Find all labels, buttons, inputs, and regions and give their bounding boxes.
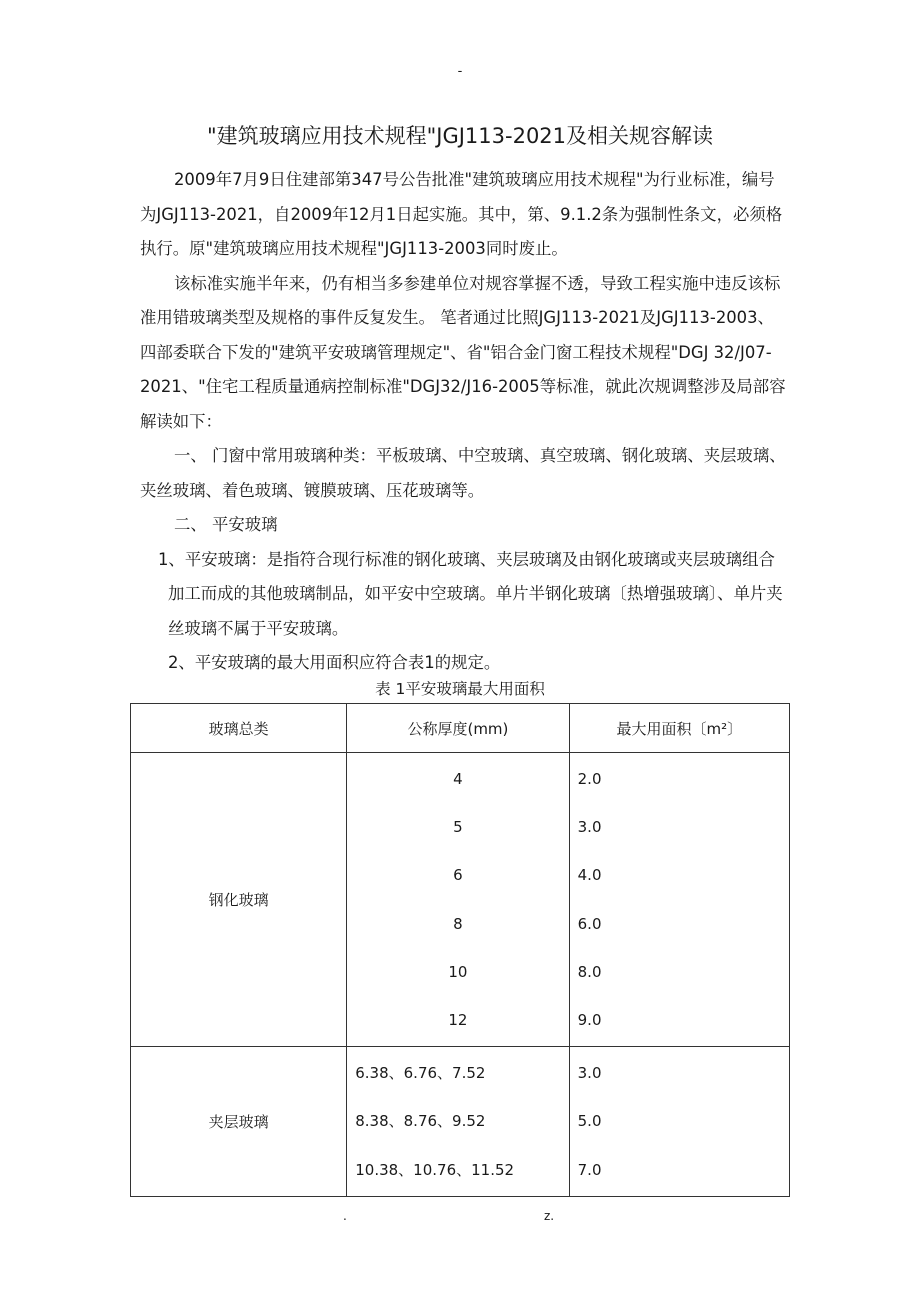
area-value: 6.0 (577, 914, 602, 933)
table-row (131, 1047, 790, 1197)
table-caption: 表 1平安玻璃最大用面积 (375, 680, 545, 698)
header-glass-type: 玻璃总类 (131, 704, 347, 753)
max-area-table (130, 703, 790, 1197)
thickness-value: 8.38、8.76、9.52 (355, 1112, 486, 1131)
intro-body (140, 163, 790, 681)
area-value: 9.0 (577, 1010, 602, 1029)
paragraph-safety-definition: 1、平安玻璃：是指符合现行标准的钢化玻璃、夹层玻璃及由钢化玻璃或夹层玻璃组合加工而成的其他玻璃制品，如平安中空玻璃。单片半钢化玻璃〔热增强玻璃〕、单片夹丝玻璃不属于平安玻璃。 (158, 549, 783, 638)
footer-left-mark: . (343, 1209, 347, 1223)
area-value: 3.0 (577, 818, 602, 837)
thickness-value: 4 (453, 770, 463, 788)
thickness-value: 8 (453, 914, 463, 933)
header-max-area: 最大用面积〔m²〕 (569, 704, 789, 753)
glass-type-cell: 钢化玻璃 (131, 753, 347, 1047)
area-cell (569, 753, 789, 1047)
paragraph-background: 该标准实施半年来，仍有相当多参建单位对规容掌握不透，导致工程实施中违反该标准用错玻璃类型及规格的事件反复发生。 笔者通过比照JGJ113-2021及JGJ113-2003、四部委联合下发的"建筑平安玻璃管理规定"、省"铝合金门窗工程技术规程"DGJ 32/J07-2021、"住宅工程质量通病控制标准"DGJ32/J16-2005等标准，就此次规调整涉及局部容解读如下： (140, 273, 786, 431)
page-marker: - (457, 64, 463, 79)
thickness-value: 6 (453, 866, 463, 885)
footer-right-mark: z. (544, 1209, 555, 1223)
thickness-value: 10.38、10.76、11.52 (355, 1160, 515, 1179)
area-value: 8.0 (577, 962, 602, 981)
area-value: 2.0 (577, 770, 602, 788)
paragraph-area-rule: 2、平安玻璃的最大用面积应符合表1的规定。 (168, 653, 501, 672)
area-value: 5.0 (577, 1112, 602, 1131)
thickness-value: 6.38、6.76、7.52 (355, 1064, 486, 1083)
paragraph-announcement: 2009年7月9日住建部第347号公告批准"建筑玻璃应用技术规程"为行业标准，编号为JGJ113-2021，自2009年12月1日起实施。其中，第、9.1.2条为强制性条文，必须格执行。原"建筑玻璃应用技术规程"JGJ113-2003同时废止。 (140, 170, 783, 258)
area-cell (569, 1047, 789, 1197)
paragraph-glass-types: 一、 门窗中常用玻璃种类：平板玻璃、中空玻璃、真空玻璃、钢化玻璃、夹层玻璃、夹丝玻璃、着色玻璃、镀膜玻璃、压花玻璃等。 (140, 446, 786, 500)
area-value: 7.0 (577, 1160, 602, 1179)
thickness-cell (347, 1047, 569, 1197)
thickness-value: 5 (453, 818, 463, 837)
glass-type-cell: 夹层玻璃 (131, 1047, 347, 1197)
table-header-row (131, 704, 790, 753)
thickness-value: 10 (448, 962, 468, 981)
thickness-cell (347, 753, 569, 1047)
area-value: 4.0 (577, 866, 602, 885)
section-heading-safety-glass: 二、 平安玻璃 (174, 515, 278, 534)
document-title: "建筑玻璃应用技术规程"JGJ113-2021及相关规容解读 (206, 124, 714, 148)
area-value: 3.0 (577, 1064, 602, 1083)
thickness-value: 12 (448, 1010, 468, 1029)
table-row (131, 753, 790, 1047)
header-thickness: 公称厚度(mm) (347, 704, 569, 753)
